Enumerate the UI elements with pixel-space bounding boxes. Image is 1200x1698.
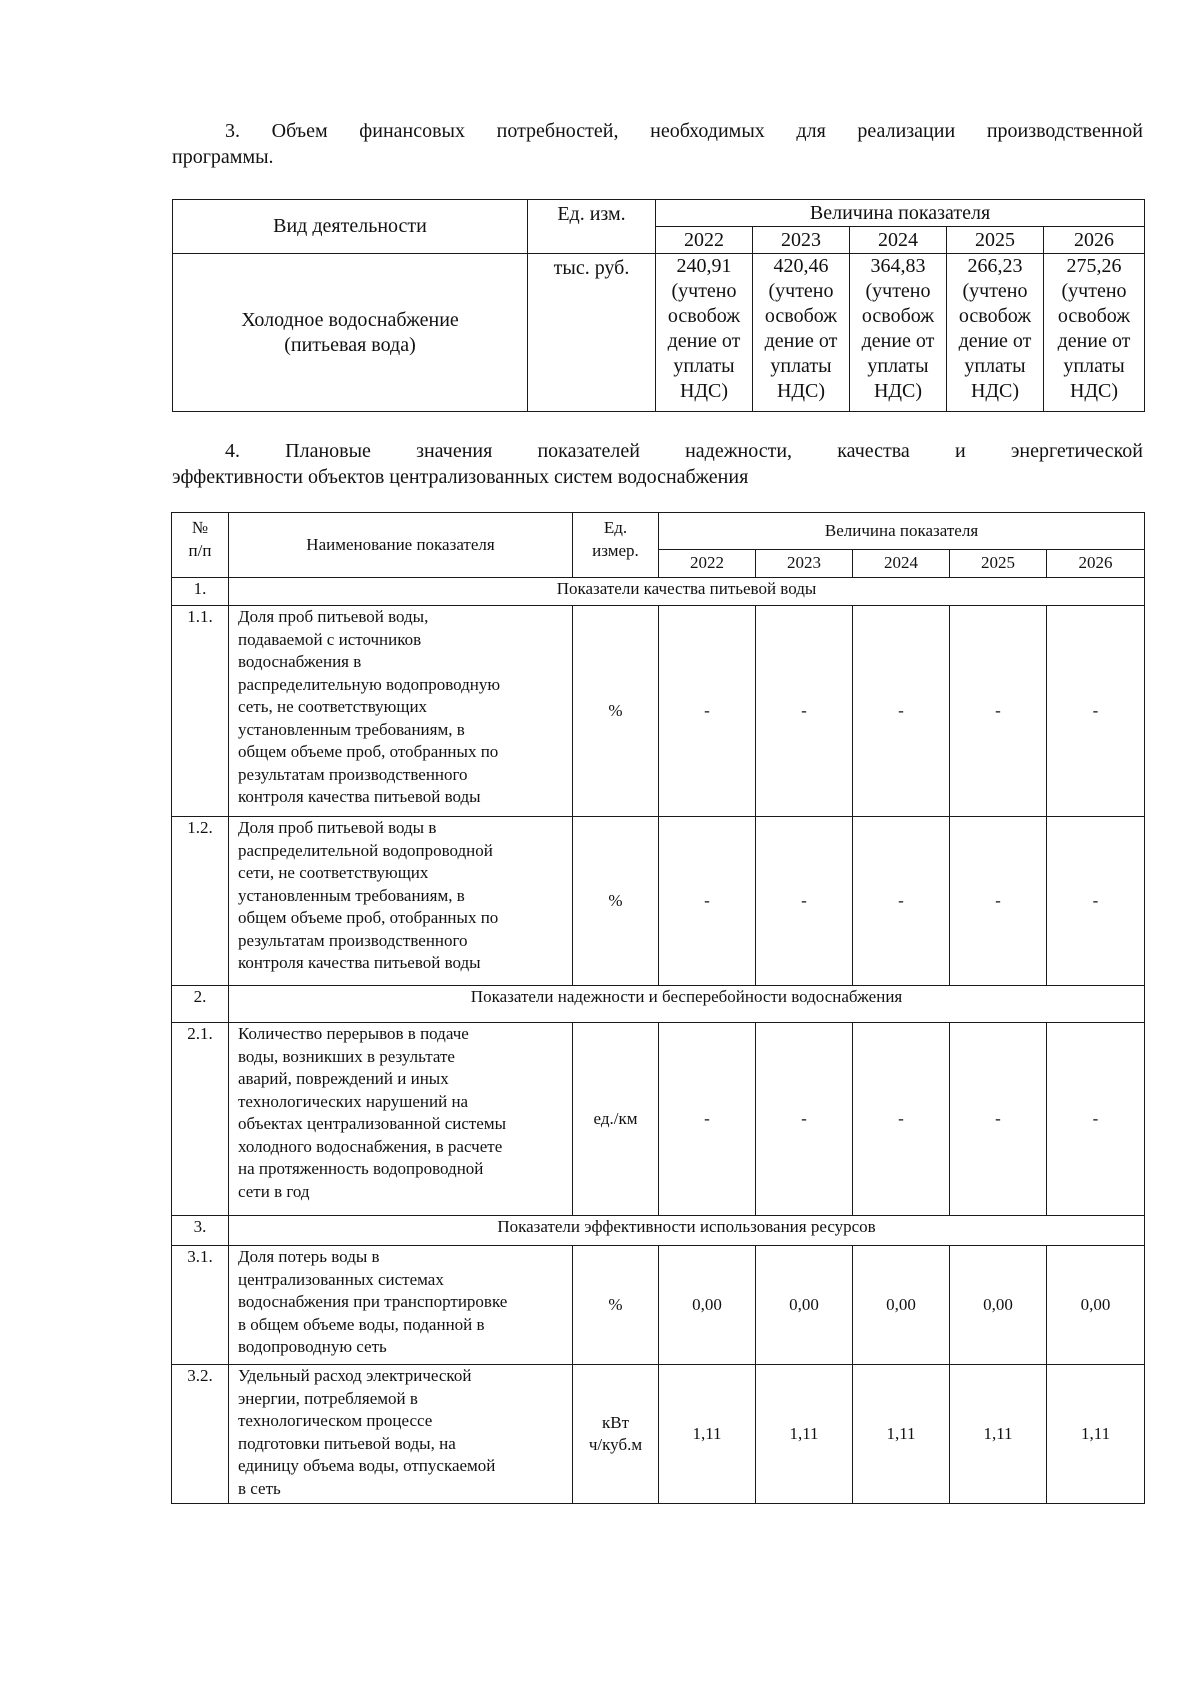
- word: 4.: [225, 440, 240, 462]
- note-line: НДС): [776, 380, 826, 402]
- indicator-name-line: водоснабжения при транспортировке: [238, 1292, 508, 1311]
- indicator-name-line: централизованных системах: [238, 1269, 444, 1289]
- indicator-name-line: распределительную водопроводную: [238, 674, 501, 694]
- indicator-name-line: распределительной водопроводной: [238, 840, 493, 860]
- indicator-name-line: Количество перерывов в подаче: [238, 1024, 469, 1043]
- word: Объем: [271, 120, 328, 142]
- indicators-table: [171, 512, 1145, 1504]
- activity-cell: [173, 254, 528, 412]
- value-cell: -: [659, 817, 756, 986]
- indicator-name-line: воды, возникших в результате: [238, 1046, 455, 1066]
- indicator-name-line: подготовки питьевой воды, на: [238, 1433, 456, 1453]
- table-row: [172, 1023, 1145, 1216]
- indicator-name: [229, 606, 573, 817]
- table-row: [172, 606, 1145, 817]
- section-4-heading: [172, 438, 1143, 490]
- year-cell: 2022: [656, 227, 753, 254]
- indicator-name-line: общем объеме проб, отобранных по: [238, 908, 499, 927]
- value-cell: -: [1047, 606, 1145, 817]
- unit-cell: [573, 1023, 659, 1216]
- row-number: 1.2.: [172, 817, 229, 986]
- note-line: освобож: [667, 305, 741, 327]
- value-cell: [850, 254, 947, 412]
- header-activity: Вид деятельности: [173, 200, 528, 254]
- indicator-name-line: аварий, повреждений и иных: [238, 1069, 449, 1088]
- indicator-name: [229, 1365, 573, 1504]
- unit-cell: [573, 1246, 659, 1365]
- value: 266,23: [967, 255, 1023, 277]
- indicator-name-line: контроля качества питьевой воды: [238, 787, 481, 806]
- word: финансовых: [359, 120, 465, 142]
- section-number: 3.: [172, 1216, 229, 1246]
- unit-cell: [573, 817, 659, 986]
- word: значения: [416, 440, 493, 462]
- row-number: 2.1.: [172, 1023, 229, 1216]
- section-number: 1.: [172, 578, 229, 606]
- unit-line: %: [608, 700, 623, 720]
- unit-cell: тыс. руб.: [528, 254, 656, 412]
- activity-line: Холодное водоснабжение: [241, 308, 459, 331]
- year-cell: 2026: [1047, 550, 1145, 578]
- value-cell: 0,00: [756, 1246, 853, 1365]
- section-title: Показатели надежности и бесперебойности водоснабжения: [229, 986, 1145, 1023]
- header-unit: Ед. изм.: [528, 200, 656, 254]
- section-title: Показатели качества питьевой воды: [229, 578, 1145, 606]
- value: 275,26: [1066, 255, 1122, 277]
- note-line: (учтено: [962, 280, 1028, 302]
- word: качества: [837, 440, 910, 462]
- year-cell: 2025: [950, 550, 1047, 578]
- table-row: [172, 1246, 1145, 1365]
- value-cell: -: [659, 606, 756, 817]
- word: 3.: [225, 120, 240, 142]
- note-line: дение от: [861, 330, 935, 352]
- value: 240,91: [676, 255, 732, 277]
- activity-line: (питьевая вода): [284, 333, 416, 356]
- indicator-name-line: установленным требованиям, в: [238, 885, 465, 905]
- indicator-name-line: сети в год: [238, 1181, 310, 1201]
- indicator-name: [229, 817, 573, 986]
- row-number: 1.1.: [172, 606, 229, 817]
- indicator-name-line: подаваемой с источников: [238, 629, 422, 649]
- table-header-row: [173, 200, 1145, 227]
- word: Плановые: [285, 440, 371, 462]
- header-num: [172, 513, 229, 578]
- unit-line: %: [608, 890, 623, 910]
- word: реализации: [857, 120, 956, 142]
- year-cell: 2023: [756, 550, 853, 578]
- note-line: НДС): [679, 380, 729, 402]
- note-line: (учтено: [1061, 280, 1127, 302]
- unit-cell: [573, 606, 659, 817]
- value-cell: [656, 254, 753, 412]
- note-line: (учтено: [865, 280, 931, 302]
- value-cell: 1,11: [756, 1365, 853, 1504]
- word: и: [954, 440, 966, 462]
- unit-cell: [573, 1365, 659, 1504]
- indicator-name-line: Удельный расход электрической: [238, 1366, 472, 1385]
- word: энергетической: [1010, 440, 1143, 462]
- value-cell: 1,11: [853, 1365, 950, 1504]
- word: для: [796, 120, 826, 142]
- indicator-name-line: на протяженность водопроводной: [238, 1159, 484, 1178]
- header-value: Величина показателя: [656, 200, 1145, 227]
- table-header-row: [172, 513, 1145, 550]
- year-cell: 2025: [947, 227, 1044, 254]
- value-cell: 0,00: [853, 1246, 950, 1365]
- note-line: НДС): [873, 380, 923, 402]
- value-cell: -: [1047, 1023, 1145, 1216]
- section-3-line-1: [172, 118, 1143, 144]
- indicator-name-line: результатам производственного: [238, 930, 468, 950]
- section-row: [172, 578, 1145, 606]
- indicator-name-line: в сеть: [238, 1478, 281, 1498]
- note-line: НДС): [970, 380, 1020, 402]
- indicators-table-body: [172, 513, 1145, 1504]
- unit-line: кВт: [601, 1412, 630, 1432]
- note-line: освобож: [1057, 305, 1131, 327]
- table-row: [173, 254, 1145, 412]
- year-cell: 2026: [1044, 227, 1145, 254]
- indicator-name-line: энергии, потребляемой в: [238, 1388, 418, 1408]
- section-4-line-2: эффективности объектов централизованных систем водоснабжения: [172, 466, 749, 488]
- value-cell: [753, 254, 850, 412]
- value-cell: -: [1047, 817, 1145, 986]
- header-unit: [573, 513, 659, 578]
- note-line: освобож: [958, 305, 1032, 327]
- indicator-name: [229, 1023, 573, 1216]
- indicator-name-line: общем объеме проб, отобранных по: [238, 742, 499, 761]
- note-line: дение от: [958, 330, 1032, 352]
- value-cell: -: [756, 817, 853, 986]
- table-row: [172, 817, 1145, 986]
- value-cell: -: [950, 1023, 1047, 1216]
- indicator-name-line: сети, не соответствующих: [238, 863, 429, 882]
- indicator-name-line: объектах централизованной системы: [238, 1114, 507, 1133]
- section-4-line-1: [172, 438, 1143, 464]
- indicator-name-line: водопроводную сеть: [238, 1337, 387, 1356]
- value-cell: [947, 254, 1044, 412]
- note-line: дение от: [667, 330, 741, 352]
- unit-line: ед./км: [593, 1108, 638, 1128]
- value-cell: -: [756, 1023, 853, 1216]
- header-value: Величина показателя: [659, 513, 1145, 550]
- row-number: 3.1.: [172, 1246, 229, 1365]
- value-cell: 1,11: [659, 1365, 756, 1504]
- indicator-name-line: единицу объема воды, отпускаемой: [238, 1456, 496, 1475]
- indicator-name-line: технологических нарушений на: [238, 1091, 469, 1111]
- year-cell: 2023: [753, 227, 850, 254]
- unit-line: ч/куб.м: [588, 1435, 643, 1454]
- year-cell: 2024: [850, 227, 947, 254]
- header-num-line: п/п: [188, 540, 212, 560]
- indicator-name-line: холодного водоснабжения, в расчете: [238, 1136, 503, 1156]
- value-cell: -: [756, 606, 853, 817]
- table-row: [172, 1365, 1145, 1504]
- value-cell: 0,00: [659, 1246, 756, 1365]
- value-cell: -: [950, 817, 1047, 986]
- word: потребностей,: [496, 120, 619, 142]
- indicator-name-line: сеть, не соответствующих: [238, 697, 428, 716]
- section-title: Показатели эффективности использования ресурсов: [229, 1216, 1145, 1246]
- value-cell: -: [853, 606, 950, 817]
- note-line: освобож: [764, 305, 838, 327]
- note-line: уплаты: [867, 355, 929, 377]
- value-cell: 0,00: [1047, 1246, 1145, 1365]
- indicator-name-line: Доля проб питьевой воды в: [238, 818, 437, 837]
- value-cell: 1,11: [1047, 1365, 1145, 1504]
- row-number: 3.2.: [172, 1365, 229, 1504]
- note-line: уплаты: [770, 355, 832, 377]
- note-line: освобож: [861, 305, 935, 327]
- indicator-name-line: технологическом процессе: [238, 1411, 433, 1430]
- section-3-heading: [172, 118, 1143, 170]
- value-cell: -: [853, 817, 950, 986]
- note-line: дение от: [764, 330, 838, 352]
- word: необходимых: [650, 120, 765, 142]
- indicator-name-line: Доля потерь воды в: [238, 1247, 380, 1266]
- header-unit-line: измер.: [592, 540, 639, 560]
- unit-line: %: [608, 1294, 623, 1314]
- value-cell: [1044, 254, 1145, 412]
- value-cell: 0,00: [950, 1246, 1047, 1365]
- note-line: уплаты: [673, 355, 735, 377]
- note-line: дение от: [1057, 330, 1131, 352]
- value-cell: -: [853, 1023, 950, 1216]
- note-line: уплаты: [964, 355, 1026, 377]
- indicator-name-line: результатам производственного: [238, 764, 468, 784]
- word: надежности,: [685, 440, 793, 462]
- value: 420,46: [773, 255, 829, 277]
- indicator-name-line: в общем объеме воды, поданной в: [238, 1314, 485, 1334]
- section-row: [172, 1216, 1145, 1246]
- section-3-line-2: программы.: [172, 146, 274, 168]
- note-line: (учтено: [768, 280, 834, 302]
- word: производственной: [986, 120, 1143, 142]
- value-cell: -: [950, 606, 1047, 817]
- indicator-name: [229, 1246, 573, 1365]
- year-cell: 2022: [659, 550, 756, 578]
- header-unit-line: Ед.: [603, 518, 628, 537]
- value: 364,83: [870, 255, 926, 277]
- note-line: НДС): [1069, 380, 1119, 402]
- section-row: [172, 986, 1145, 1023]
- header-name: Наименование показателя: [229, 513, 573, 578]
- section-number: 2.: [172, 986, 229, 1023]
- indicator-name-line: водоснабжения в: [238, 652, 362, 671]
- value-cell: 1,11: [950, 1365, 1047, 1504]
- word: показателей: [537, 440, 640, 462]
- year-cell: 2024: [853, 550, 950, 578]
- indicator-name-line: установленным требованиям, в: [238, 719, 465, 739]
- note-line: (учтено: [671, 280, 737, 302]
- value-cell: -: [659, 1023, 756, 1216]
- indicator-name-line: Доля проб питьевой воды,: [238, 607, 429, 626]
- indicator-name-line: контроля качества питьевой воды: [238, 953, 481, 972]
- header-num-line: №: [191, 518, 209, 537]
- note-line: уплаты: [1063, 355, 1125, 377]
- financial-needs-table: [172, 199, 1145, 412]
